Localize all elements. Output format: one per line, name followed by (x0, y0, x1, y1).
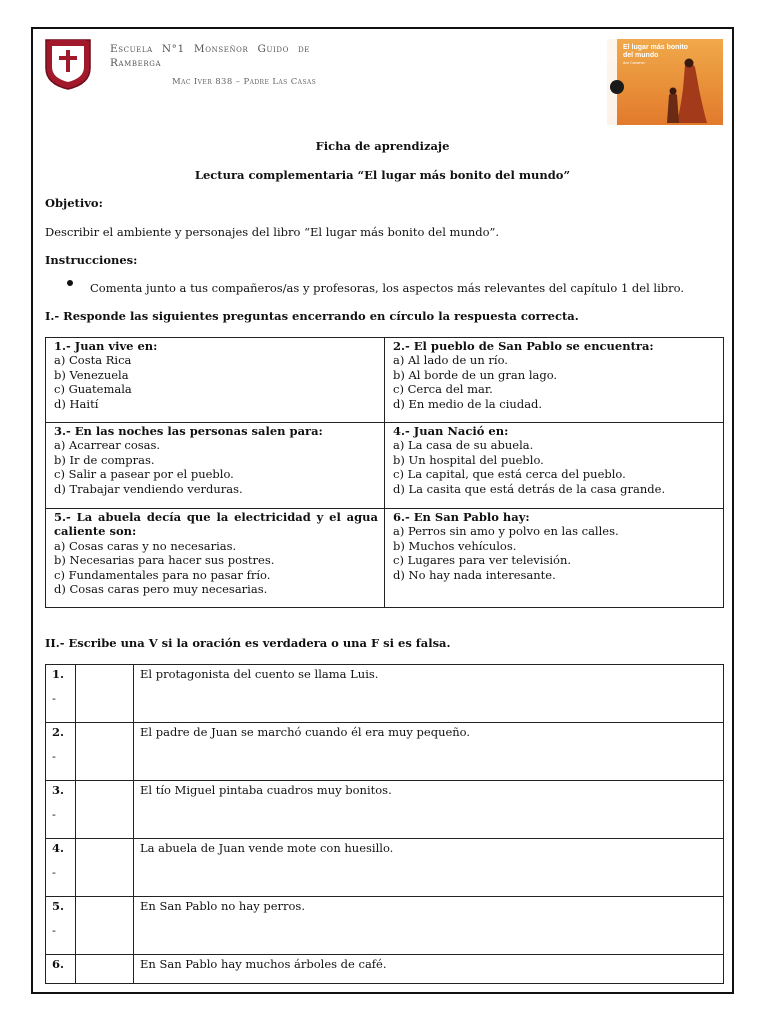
statement-number: 6. (46, 955, 76, 984)
statement-number: 5. - (46, 897, 76, 955)
answer-option[interactable]: c) Guatemala (54, 382, 132, 397)
answer-option[interactable]: c) Salir a pasear por el pueblo. (54, 467, 234, 482)
questions-table (45, 337, 724, 608)
instruction-item: Comenta junto a tus compañeros/as y profesoras, los aspectos más relevantes del capítulo 1 del libro. (90, 281, 685, 295)
answer-box[interactable] (76, 781, 134, 839)
instructions-label: Instrucciones: (45, 253, 138, 267)
answer-option[interactable]: b) Venezuela (54, 367, 129, 382)
answer-box[interactable] (76, 665, 134, 723)
question-cell (385, 338, 724, 423)
svg-text:El lugar más bonito: El lugar más bonito (623, 44, 688, 51)
question-cell (385, 423, 724, 509)
statement-text: El tío Miguel pintaba cuadros muy bonitos. (134, 781, 724, 839)
statement-number: 4. - (46, 839, 76, 897)
worksheet-title: Ficha de aprendizaje (315, 139, 450, 153)
answer-option[interactable]: d) Trabajar vendiendo verduras. (54, 481, 243, 496)
answer-option[interactable]: c) Cerca del mar. (393, 382, 493, 397)
question-text: 4.- Juan Nació en: (393, 424, 509, 438)
svg-text:del mundo: del mundo (623, 52, 659, 59)
school-crest-logo (44, 38, 92, 90)
answer-option[interactable]: d) La casita que está detrás de la casa grande. (393, 481, 666, 496)
objective-text: Describir el ambiente y personajes del libro “El lugar más bonito del mundo”. (45, 225, 500, 239)
answer-option[interactable]: a) La casa de su abuela. (393, 438, 534, 453)
answer-option[interactable]: c) Lugares para ver televisión. (393, 553, 572, 568)
answer-option[interactable]: b) Un hospital del pueblo. (393, 452, 544, 467)
statement-number: 3. - (46, 781, 76, 839)
answer-box[interactable] (76, 839, 134, 897)
question-text: 2.- El pueblo de San Pablo se encuentra: (393, 339, 654, 353)
true-false-table (45, 664, 724, 984)
question-text: 1.- Juan vive en: (54, 339, 158, 353)
answer-option[interactable]: b) Necesarias para hacer sus postres. (54, 553, 275, 568)
statement-text: En San Pablo no hay perros. (134, 897, 724, 955)
book-cover-image (607, 39, 723, 125)
answer-option[interactable]: b) Al borde de un gran lago. (393, 367, 558, 382)
answer-box[interactable] (76, 955, 134, 984)
answer-option[interactable]: d) Cosas caras pero muy necesarias. (54, 582, 268, 597)
answer-option[interactable]: d) No hay nada interesante. (393, 567, 556, 582)
answer-option[interactable]: a) Costa Rica (54, 353, 132, 368)
statement-text: En San Pablo hay muchos árboles de café. (134, 955, 724, 984)
statement-text: El protagonista del cuento se llama Luis. (134, 665, 724, 723)
question-cell (46, 338, 385, 423)
answer-option[interactable]: c) Fundamentales para no pasar frío. (54, 567, 271, 582)
answer-box[interactable] (76, 723, 134, 781)
answer-option[interactable]: a) Perros sin amo y polvo en las calles. (393, 524, 619, 539)
statement-number: 2. - (46, 723, 76, 781)
statement-number: 1. - (46, 665, 76, 723)
answer-option[interactable]: d) Haití (54, 396, 99, 411)
question-text: 5.- La abuela decía que la electricidad y el agua caliente son: (54, 510, 378, 539)
answer-option[interactable]: b) Ir de compras. (54, 452, 155, 467)
question-text: 6.- En San Pablo hay: (393, 510, 530, 524)
section2-heading: II.- Escribe una V si la oración es verdadera o una F si es falsa. (45, 636, 451, 650)
question-cell (385, 509, 724, 608)
school-address: Mac Iver 838 – Padre Las Casas (172, 77, 317, 87)
objective-label: Objetivo: (45, 196, 103, 210)
answer-option[interactable]: a) Acarrear cosas. (54, 438, 161, 453)
answer-option[interactable]: a) Al lado de un río. (393, 353, 508, 368)
answer-option[interactable]: c) La capital, que está cerca del pueblo. (393, 467, 626, 482)
question-text: 3.- En las noches las personas salen para: (54, 424, 323, 438)
svg-text:Ann Cameron: Ann Cameron (623, 61, 645, 65)
school-name: Escuela N°1 Monseñor Guido de Ramberga (110, 43, 310, 69)
statement-text: El padre de Juan se marchó cuando él era muy pequeño. (134, 723, 724, 781)
answer-option[interactable]: a) Cosas caras y no necesarias. (54, 538, 237, 553)
question-cell (46, 509, 385, 608)
bullet-icon (67, 280, 73, 286)
answer-option[interactable]: d) En medio de la ciudad. (393, 396, 543, 411)
worksheet-subtitle: Lectura complementaria “El lugar más bonito del mundo” (194, 168, 571, 182)
answer-option[interactable]: b) Muchos vehículos. (393, 538, 517, 553)
section1-heading: I.- Responde las siguientes preguntas encerrando en círculo la respuesta correcta. (45, 309, 579, 323)
answer-box[interactable] (76, 897, 134, 955)
statement-text: La abuela de Juan vende mote con huesillo. (134, 839, 724, 897)
question-cell (46, 423, 385, 509)
